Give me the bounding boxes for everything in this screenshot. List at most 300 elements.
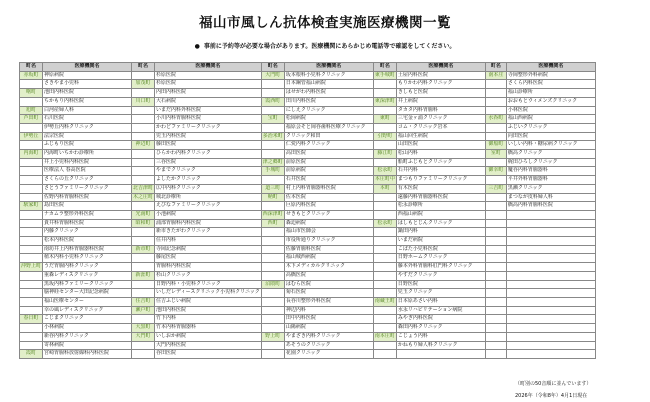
header-town: 町名: [20, 63, 43, 72]
table-row: [20, 237, 596, 246]
table-row: [20, 228, 596, 237]
town-cell: [20, 245, 43, 254]
town-cell: [132, 115, 155, 124]
town-cell: 水呑町: [485, 115, 506, 124]
as-of-date: 2026年（令和8年）4月1日現在: [515, 393, 588, 399]
table-row: [20, 132, 596, 141]
town-cell: 御船町: [485, 141, 506, 150]
note-text: 事前に予約等が必要な場合があります。医療機関にあらかじめ電話等で確認をしてください。: [203, 43, 456, 50]
town-cell: 大黒町: [132, 324, 155, 333]
table-row: [20, 202, 596, 211]
town-cell: [485, 80, 506, 89]
institution-cell: [506, 219, 595, 228]
institution-cell: 内田内科医院: [155, 89, 262, 98]
town-cell: 津之郷町: [261, 158, 284, 167]
institution-cell: 山田医院: [396, 141, 485, 150]
town-cell: 沼隈町: [261, 280, 284, 289]
town-cell: 南本庄: [485, 71, 506, 80]
town-cell: [132, 150, 155, 159]
institution-cell: 黒瀬クリニック: [506, 184, 595, 193]
institution-cell: 白河産婦人科: [43, 106, 132, 115]
town-cell: [132, 158, 155, 167]
institution-cell: 児玉内科医院: [155, 132, 262, 141]
institution-cell: 城北診療所: [155, 193, 262, 202]
town-cell: [373, 306, 396, 315]
town-cell: [132, 123, 155, 132]
table-header-row: [20, 63, 596, 72]
institution-cell: 森田内科クリニック: [396, 324, 485, 333]
town-cell: [373, 245, 396, 254]
town-cell: 三吉町: [485, 184, 506, 193]
town-cell: [261, 297, 284, 306]
institution-cell: 藤田医院: [155, 141, 262, 150]
institution-cell: タカタ内科胃腸科: [396, 106, 485, 115]
town-cell: 伊勢丘: [20, 132, 43, 141]
town-cell: [261, 289, 284, 298]
page-title: 福山市風しん抗体検査実施医療機関一覧: [199, 15, 451, 31]
institution-cell: 船町ふじもとクリニック: [396, 158, 485, 167]
institution-cell: [506, 228, 595, 237]
institution-cell: 杉原医院: [155, 80, 262, 89]
town-cell: 大門町: [132, 332, 155, 341]
institution-cell: 有木医院: [396, 184, 485, 193]
institution-cell: 福山診療所: [506, 89, 595, 98]
table-row: [20, 254, 596, 263]
town-cell: [373, 141, 396, 150]
institution-cell: [506, 332, 595, 341]
institution-cell: 住井内科: [155, 237, 262, 246]
town-cell: [261, 228, 284, 237]
institution-cell: やまでクリニック: [155, 167, 262, 176]
institution-cell: 重森レディスクリニック: [43, 271, 132, 280]
institution-cell: 南坊井上内科胃腸器科医院: [43, 245, 132, 254]
town-cell: [485, 193, 506, 202]
town-cell: [373, 289, 396, 298]
town-cell: 手城町: [261, 167, 284, 176]
institution-cell: 藤本外科胃腸科肛門科クリニック: [396, 263, 485, 272]
institution-cell: 佐藤胃腸科医院: [284, 245, 373, 254]
town-cell: [485, 245, 506, 254]
institution-cell: 宮崎胃腸科放射線科内科医院: [43, 350, 132, 359]
town-cell: 道三町: [261, 184, 284, 193]
town-cell: [485, 254, 506, 263]
town-cell: [20, 289, 43, 298]
table-row: [20, 271, 596, 280]
institution-cell: 井上病院: [396, 97, 485, 106]
town-cell: [132, 350, 155, 359]
institution-cell: 内藤クリニック: [43, 228, 132, 237]
header-town: 町名: [485, 63, 506, 72]
town-cell: 南蔵王町: [373, 297, 396, 306]
institution-cell: 法宗医院: [43, 132, 132, 141]
town-cell: [20, 228, 43, 237]
town-cell: 木之庄町: [132, 193, 155, 202]
town-cell: [20, 123, 43, 132]
town-cell: [20, 237, 43, 246]
institution-cell: 小川内科胃腸科医院: [155, 115, 262, 124]
institution-cell: こじょう内科: [396, 332, 485, 341]
institution-cell: 神辺内科: [284, 306, 373, 315]
institution-cell: 竹下内科: [155, 315, 262, 324]
town-cell: [132, 202, 155, 211]
town-cell: [485, 97, 506, 106]
institution-cell: こじまクリニック: [43, 315, 132, 324]
town-cell: [261, 176, 284, 185]
institution-cell: 松永診療所: [396, 202, 485, 211]
institution-cell: [506, 315, 595, 324]
institution-cell: 村上内科胃腸器科医院: [284, 184, 373, 193]
institution-cell: さくら内科医院: [506, 80, 595, 89]
town-cell: 内海町: [20, 150, 43, 159]
town-cell: [132, 254, 155, 263]
town-cell: [485, 289, 506, 298]
town-cell: [485, 89, 506, 98]
town-cell: [132, 167, 155, 176]
town-cell: [261, 237, 284, 246]
table-row: [20, 332, 596, 341]
town-cell: [132, 280, 155, 289]
institution-cell: いしだレディースクリニック小児科クリニック: [155, 289, 262, 298]
institution-cell: 魔谷内科胃腸器科: [506, 167, 595, 176]
town-cell: [20, 167, 43, 176]
institution-cell: [506, 271, 595, 280]
table-row: [20, 280, 596, 289]
town-cell: [485, 132, 506, 141]
institution-cell: 日本鋼管福山病院: [284, 80, 373, 89]
header-town: 町名: [373, 63, 396, 72]
town-cell: [20, 97, 43, 106]
town-cell: [373, 350, 396, 359]
institution-cell: 寺岡記念病院: [155, 245, 262, 254]
town-cell: 川口町: [132, 97, 155, 106]
table-row: [20, 89, 596, 98]
institution-cell: 佐野内科胃腸科医院: [43, 193, 132, 202]
institution-cell: きしもと医院: [396, 89, 485, 98]
institution-cell: 土屋内科医院: [396, 71, 485, 80]
institution-cell: 福原会そと岡谷歯科医療クリニック: [284, 123, 373, 132]
institution-cell: せきもとクリニック: [284, 210, 373, 219]
institution-cell: 三宅金ヶ浦クリニック: [396, 115, 485, 124]
institution-cell: やまざき内科クリニック: [284, 332, 373, 341]
institution-cell: [506, 306, 595, 315]
institution-cell: にしえクリニック: [284, 106, 373, 115]
town-cell: [373, 193, 396, 202]
town-cell: 新市町: [132, 245, 155, 254]
institution-cell: 三谷医院: [155, 158, 262, 167]
town-cell: [132, 71, 155, 80]
town-cell: [373, 210, 396, 219]
institution-cell: 田川内科医院: [284, 97, 373, 106]
town-cell: [485, 228, 506, 237]
town-cell: [132, 289, 155, 298]
institution-cell: 杉山クリニック: [155, 271, 262, 280]
institution-cell: 脳神経センター大田記念病院: [43, 289, 132, 298]
table-row: [20, 176, 596, 185]
town-cell: [373, 263, 396, 272]
town-cell: [373, 158, 396, 167]
town-cell: 室町: [485, 150, 506, 159]
town-cell: 本庄町中: [373, 176, 396, 185]
town-cell: [261, 324, 284, 333]
institution-cell: [506, 210, 595, 219]
institution-cell: 竹本内科胃腸器科: [155, 324, 262, 333]
institution-cell: 寺岡整形外科病院: [506, 71, 595, 80]
town-cell: [20, 219, 43, 228]
table-row: [20, 123, 596, 132]
institution-cell: [506, 324, 595, 333]
town-cell: [261, 254, 284, 263]
town-cell: 光南町: [132, 210, 155, 219]
header-town: 町名: [261, 63, 284, 72]
table-row: [20, 219, 596, 228]
institution-cell: 広中内科クリニック: [155, 184, 262, 193]
institution-cell: ふじもり医院: [43, 141, 132, 150]
institution-cell: 大石病院: [155, 97, 262, 106]
town-cell: 大門町: [261, 71, 284, 80]
institution-cell: 坂本根科小児科クリニック: [284, 71, 373, 80]
institution-cell: 日野ホームクリニック: [396, 254, 485, 263]
town-cell: 芦田町: [20, 115, 43, 124]
institution-cell: 橋高クリニック: [506, 150, 595, 159]
institution-cell: まつもりファミリークリニック: [396, 176, 485, 185]
town-cell: 野上町: [261, 332, 284, 341]
institution-cell: 木下メディカルクリニック: [284, 263, 373, 272]
table-row: [20, 193, 596, 202]
town-cell: 東手城町: [373, 71, 396, 80]
town-cell: [20, 341, 43, 350]
institution-cell: いしおか病院: [155, 332, 262, 341]
town-cell: [261, 89, 284, 98]
institution-cell: おおもとウィメンズクリニック: [506, 97, 595, 106]
town-cell: [132, 89, 155, 98]
institution-cell: えびなファミリークリニック: [155, 202, 262, 211]
institution-cell: 伊勢丘内科クリニック: [43, 123, 132, 132]
town-cell: [485, 341, 506, 350]
header-institution: 医療機関名: [506, 63, 595, 72]
town-cell: 加茂町: [132, 80, 155, 89]
town-cell: [485, 332, 506, 341]
table-row: [20, 341, 596, 350]
institution-cell: 松本内科医院: [43, 237, 132, 246]
town-cell: [20, 141, 43, 150]
town-cell: 北吉津町: [132, 184, 155, 193]
town-cell: 東深津町: [373, 97, 396, 106]
institution-cell: こばた小児科医院: [396, 245, 485, 254]
town-cell: [373, 106, 396, 115]
institution-cell: 森迫病院: [284, 219, 373, 228]
town-cell: [373, 280, 396, 289]
institution-cell: 水永リハビリテーション病院: [396, 306, 485, 315]
institution-cell: 田中内科医院: [284, 315, 373, 324]
institution-cell: ひらかわ内科クリニック: [155, 150, 262, 159]
institution-cell: 福山市医師会: [284, 228, 373, 237]
institution-cell: いまだ内科外科医院: [155, 106, 262, 115]
town-cell: [261, 106, 284, 115]
town-cell: [485, 324, 506, 333]
town-cell: [132, 228, 155, 237]
town-cell: [261, 350, 284, 359]
institution-cell: [506, 254, 595, 263]
institution-cell: ナカムラ整形外科医院: [43, 210, 132, 219]
institution-cell: あそうのクリニック: [284, 341, 373, 350]
institution-cell: 石井内科: [396, 167, 485, 176]
institution-cell: 梶田ひろしクリニック: [506, 158, 595, 167]
institution-cell: [506, 289, 595, 298]
institution-cell: 菊石医院: [284, 289, 373, 298]
sort-footnote: （町別の50音順に並んでいます）: [515, 381, 592, 387]
institution-cell: 向田医院: [506, 132, 595, 141]
institution-cell: 井上小児科内科医院: [43, 158, 132, 167]
town-cell: 赤坂町: [20, 71, 43, 80]
table-row: [20, 71, 596, 80]
institution-cell: 貴井科胃腸科医院: [43, 219, 132, 228]
town-cell: [485, 123, 506, 132]
bullet-icon: ●: [194, 43, 200, 50]
institution-cell: 内海町いちかわ診療所: [43, 150, 132, 159]
town-cell: [20, 193, 43, 202]
town-cell: 東町: [373, 115, 396, 124]
institution-table: [19, 62, 596, 359]
institution-cell: 巨原内科医院: [284, 202, 373, 211]
town-cell: [485, 210, 506, 219]
institution-cell: コム・クリニック岩本: [396, 123, 485, 132]
institution-cell: 藤尾医院: [155, 254, 262, 263]
town-cell: 松永町: [373, 219, 396, 228]
institution-cell: かわどファミリークリニック: [155, 123, 262, 132]
town-cell: [132, 315, 155, 324]
institution-cell: 植木内科小児科クリニック: [43, 254, 132, 263]
town-cell: 霞町: [20, 350, 43, 359]
town-cell: 瀬戸町: [132, 306, 155, 315]
town-cell: [20, 271, 43, 280]
institution-cell: 小池病院: [155, 210, 262, 219]
town-cell: [485, 158, 506, 167]
institution-cell: ちかもり内科医院: [43, 97, 132, 106]
institution-cell: ふじいクリニック: [506, 123, 595, 132]
institution-cell: 福山回生病院: [396, 132, 485, 141]
town-cell: 御幸町: [485, 167, 506, 176]
town-cell: [20, 184, 43, 193]
institution-cell: 福山城西病院: [284, 254, 373, 263]
town-cell: [373, 228, 396, 237]
institution-cell: はむら医院: [284, 280, 373, 289]
institution-cell: 仁愛内科クリニック: [284, 141, 373, 150]
institution-cell: かねもり婦人科クリニック: [396, 341, 485, 350]
institution-cell: 西福山病院: [396, 210, 485, 219]
town-cell: [132, 176, 155, 185]
town-cell: [20, 280, 43, 289]
town-cell: 宝町: [261, 115, 284, 124]
institution-cell: 小林病院: [43, 324, 132, 333]
town-cell: [261, 150, 284, 159]
town-cell: 昭和町: [132, 219, 155, 228]
institution-cell: 山陽病院: [284, 324, 373, 333]
reservation-note: [0, 41, 650, 50]
institution-cell: 平井外科胃腸器科: [506, 176, 595, 185]
town-cell: [261, 341, 284, 350]
town-cell: 新涯町: [132, 271, 155, 280]
institution-cell: 谷田医院: [155, 350, 262, 359]
header-institution: 医療機関名: [284, 63, 373, 72]
institution-cell: [506, 350, 595, 359]
institution-cell: 鍋田内科: [396, 228, 485, 237]
institution-cell: 幸の風レディスクリニック: [43, 306, 132, 315]
table-row: [20, 263, 596, 272]
town-cell: [373, 237, 396, 246]
town-cell: 多治米町: [261, 132, 284, 141]
institution-cell: 新市きたがわクリニック: [155, 228, 262, 237]
town-cell: [132, 106, 155, 115]
table-row: [20, 184, 596, 193]
institution-cell: 浦部胃腸科内科医院: [155, 219, 262, 228]
header-institution: 医療機関名: [396, 63, 485, 72]
institution-cell: 橋高内科胃腸科医院: [506, 202, 595, 211]
institution-cell: 胃腸科内科医院: [155, 263, 262, 272]
town-cell: [20, 332, 43, 341]
town-cell: 春日町: [20, 315, 43, 324]
institution-cell: 石川医院: [43, 115, 132, 124]
institution-cell: 住吉ふじい病院: [155, 297, 262, 306]
town-cell: [20, 306, 43, 315]
institution-cell: 松山内科: [396, 150, 485, 159]
town-cell: [261, 271, 284, 280]
town-cell: [485, 297, 506, 306]
institution-cell: 児玉クリニック: [396, 289, 485, 298]
institution-cell: 市役所通りクリニック: [284, 237, 373, 246]
town-cell: 神辺町: [132, 141, 155, 150]
header-institution: 医療機関名: [155, 63, 262, 72]
institution-cell: いしい内科・糖尿病クリニック: [506, 141, 595, 150]
institution-cell: 石井医院: [284, 176, 373, 185]
institution-cell: 医療法人 春高医院: [43, 167, 132, 176]
town-cell: 鞆町: [261, 193, 284, 202]
table-row: [20, 115, 596, 124]
town-cell: [373, 80, 396, 89]
town-cell: [261, 202, 284, 211]
town-cell: [20, 158, 43, 167]
town-cell: [261, 141, 284, 150]
institution-cell: [506, 297, 595, 306]
institution-cell: はせがわ内科医院: [284, 89, 373, 98]
town-cell: [485, 350, 506, 359]
institution-cell: 松岡病院: [284, 115, 373, 124]
institution-cell: [506, 245, 595, 254]
town-cell: [373, 254, 396, 263]
institution-cell: 前原病院: [284, 167, 373, 176]
institution-cell: いまだ病院: [396, 237, 485, 246]
town-cell: [373, 89, 396, 98]
institution-cell: もりかわ内科クリニック: [396, 80, 485, 89]
table-row: [20, 106, 596, 115]
town-cell: 曙町: [20, 89, 43, 98]
town-cell: 旭町: [20, 106, 43, 115]
town-cell: 沖野上町: [20, 263, 43, 272]
town-cell: 藤江町: [373, 150, 396, 159]
town-cell: 南本庄町: [373, 332, 396, 341]
institution-cell: 黒坂内科ファミリークリニック: [43, 280, 132, 289]
town-cell: [485, 263, 506, 272]
town-cell: [373, 123, 396, 132]
town-cell: [20, 210, 43, 219]
institution-cell: まつなが皮科婦人科: [506, 193, 595, 202]
town-cell: 駅家町: [20, 202, 43, 211]
institution-cell: 島田医院: [43, 202, 132, 211]
town-cell: [20, 176, 43, 185]
town-cell: 本町: [373, 184, 396, 193]
town-cell: [485, 202, 506, 211]
town-cell: 住吉町: [132, 297, 155, 306]
institution-cell: さきやま小児科: [43, 80, 132, 89]
